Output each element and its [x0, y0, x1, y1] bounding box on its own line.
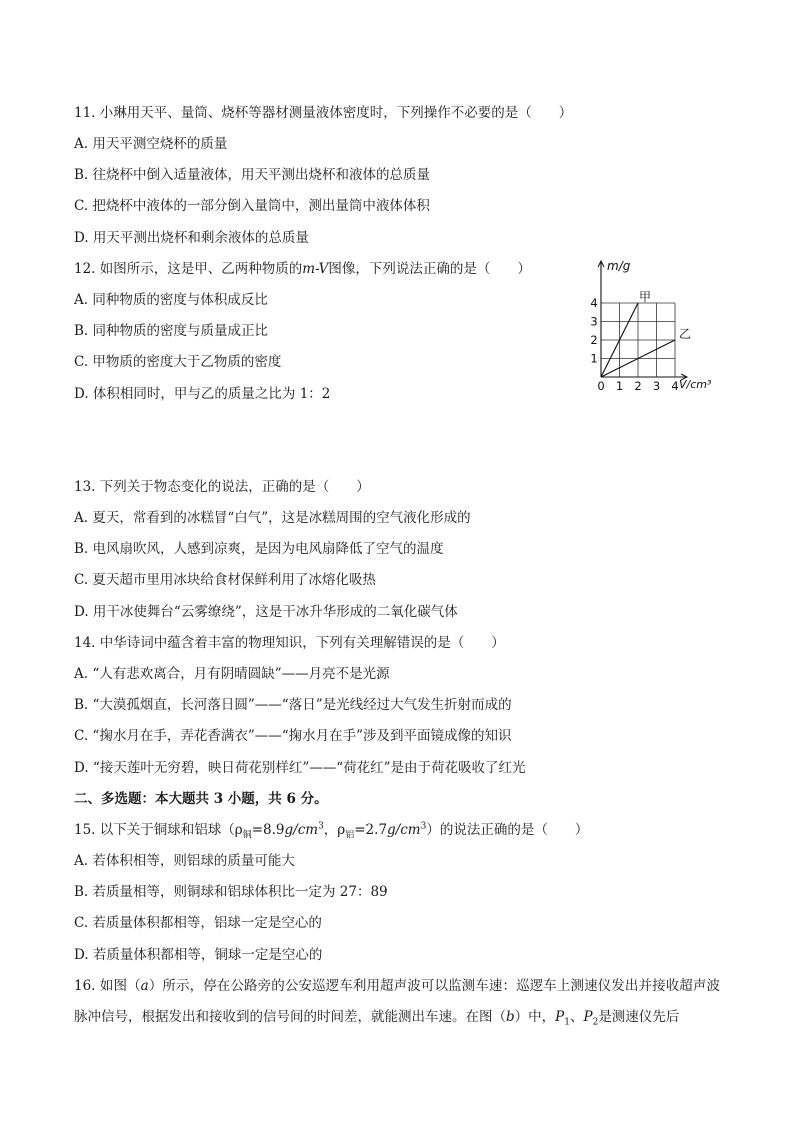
- y-tick-label: 4: [590, 296, 598, 310]
- q13-option-c: C. 夏天超市里用冰块给食材保鲜利用了冰熔化吸热: [74, 572, 376, 588]
- series-label-yi: 乙: [679, 327, 692, 341]
- q16-part3: ）中，: [514, 1009, 556, 1025]
- q14-option-c: C. “掬水月在手，弄花香满衣”——“掬水月在手”涉及到平面镜成像的知识: [74, 728, 512, 744]
- q11-option-a: A. 用天平测空烧杯的质量: [74, 136, 228, 152]
- q12-option-b: B. 同种物质的密度与质量成正比: [74, 323, 269, 339]
- q15-unit-aluminium: g/cm: [387, 822, 421, 838]
- x-tick-label: 0: [597, 379, 605, 393]
- q12-option-c: C. 甲物质的密度大于乙物质的密度: [74, 354, 282, 370]
- q15-sub-copper: 铜: [242, 830, 252, 841]
- q13-option-d: D. 用干冰使舞台“云雾缭绕”，这是干冰升华形成的二氧化碳气体: [74, 604, 458, 620]
- q12-stem-pre: 12. 如图所示，这是甲、乙两种物质的: [74, 261, 303, 277]
- q16-stem: [74, 971, 720, 1033]
- q15-option-b: B. 若质量相等，则铜球和铝球体积比一定为 27：89: [74, 884, 388, 900]
- q15-sup-copper: 3: [318, 821, 324, 832]
- q11-option-c: C. 把烧杯中液体的一部分倒入量筒中，测出量筒中液体体积: [74, 198, 430, 214]
- q15-unit-copper: g/cm: [284, 822, 319, 838]
- q15-stem: [74, 820, 588, 840]
- y-tick-label: 1: [590, 351, 598, 366]
- q16-dun: 、: [569, 1009, 584, 1025]
- q12-stem-post: 图像，下列说法正确的是（ ）: [328, 261, 531, 277]
- x-tick-label: 2: [634, 379, 642, 393]
- q16-part4: 是测速仪先后: [598, 1009, 680, 1025]
- x-tick-label: 3: [652, 379, 661, 393]
- q16-part1: 16. 如图（: [74, 978, 141, 994]
- y-axis-label: m/g: [607, 259, 631, 273]
- q12-option-d: D. 体积相同时，甲与乙的质量之比为 1：2: [74, 386, 331, 402]
- q15-sub-aluminium: 铝: [345, 830, 355, 841]
- q15-separator: ，ρ: [323, 822, 346, 838]
- q16-p2: P: [583, 1009, 593, 1025]
- series-label-jia: 甲: [639, 290, 652, 304]
- y-tick-label: 2: [590, 333, 598, 347]
- q15-stem-b: ）的说法正确的是（ ）: [426, 822, 589, 838]
- q14-option-a: A. “人有悲欢离合，月有阴晴圆缺”——月亮不是光源: [74, 666, 390, 682]
- q15-value-aluminium: =2.7: [354, 822, 388, 838]
- q15-sup-aluminium: 3: [420, 821, 427, 832]
- q12-stem-var: m-V: [302, 261, 329, 277]
- section-heading-multiple-choice: 二、多选题：本大题共 3 小题，共 6 分。: [74, 791, 328, 807]
- q15-option-d: D. 若质量体积都相等，铜球一定是空心的: [74, 947, 323, 963]
- q16-fig-a: a: [140, 978, 149, 994]
- q12-option-a: A. 同种物质的密度与体积成反比: [74, 292, 268, 308]
- q16-part2: ）所示，停在公路旁的公安巡逻车利用超声波可以监测车速：巡逻车上测速仪发出并接收超声波脉冲信号，根据发出和接收到的信号间的时间差，就能测出车速。在图（: [74, 978, 720, 1025]
- q15-value-copper: =8.9: [251, 822, 285, 838]
- x-tick-label: 4: [671, 379, 679, 393]
- q13-stem: 13. 下列关于物态变化的说法，正确的是（ ）: [74, 479, 370, 495]
- q12-stem: [74, 259, 531, 279]
- q11-option-d: D. 用天平测出烧杯和剩余液体的总质量: [74, 230, 309, 246]
- q16-p1: P: [555, 1009, 565, 1025]
- x-axis-label: V/cm³: [679, 378, 712, 391]
- q11-option-b: B. 往烧杯中倒入适量液体，用天平测出烧杯和液体的总质量: [74, 167, 431, 183]
- y-tick-label: 3: [590, 314, 598, 329]
- q15-option-a: A. 若体积相等，则铝球的质量可能大: [74, 853, 295, 869]
- q13-option-a: A. 夏天，常看到的冰糕冒“白气”，这是冰糕周围的空气液化形成的: [74, 510, 471, 526]
- graph-axes: [598, 261, 687, 380]
- q15-stem-a: 15. 以下关于铜球和铝球（ρ: [74, 822, 243, 838]
- m-v-graph: [585, 256, 735, 396]
- q15-option-c: C. 若质量体积都相等，铝球一定是空心的: [74, 915, 322, 931]
- graph-grid: [601, 303, 675, 377]
- q11-stem: 11. 小琳用天平、量筒、烧杯等器材测量液体密度时，下列操作不必要的是（ ）: [74, 105, 573, 121]
- q14-stem: 14. 中华诗词中蕴含着丰富的物理知识，下列有关理解错误的是（ ）: [74, 635, 505, 651]
- q13-option-b: B. 电风扇吹风，人感到凉爽，是因为电风扇降低了空气的温度: [74, 541, 444, 557]
- x-tick-label: 1: [615, 379, 624, 393]
- q16-p1-sub: 1: [564, 1017, 570, 1028]
- q16-fig-b: b: [506, 1009, 515, 1025]
- q14-option-d: D. “接天莲叶无穷碧，映日荷花别样红”——“荷花红”是由于荷花吸收了红光: [74, 760, 526, 776]
- q16-p2-sub: 2: [592, 1017, 599, 1028]
- q14-option-b: B. “大漠孤烟直，长河落日圆”——“落日”是光线经过大气发生折射而成的: [74, 697, 512, 713]
